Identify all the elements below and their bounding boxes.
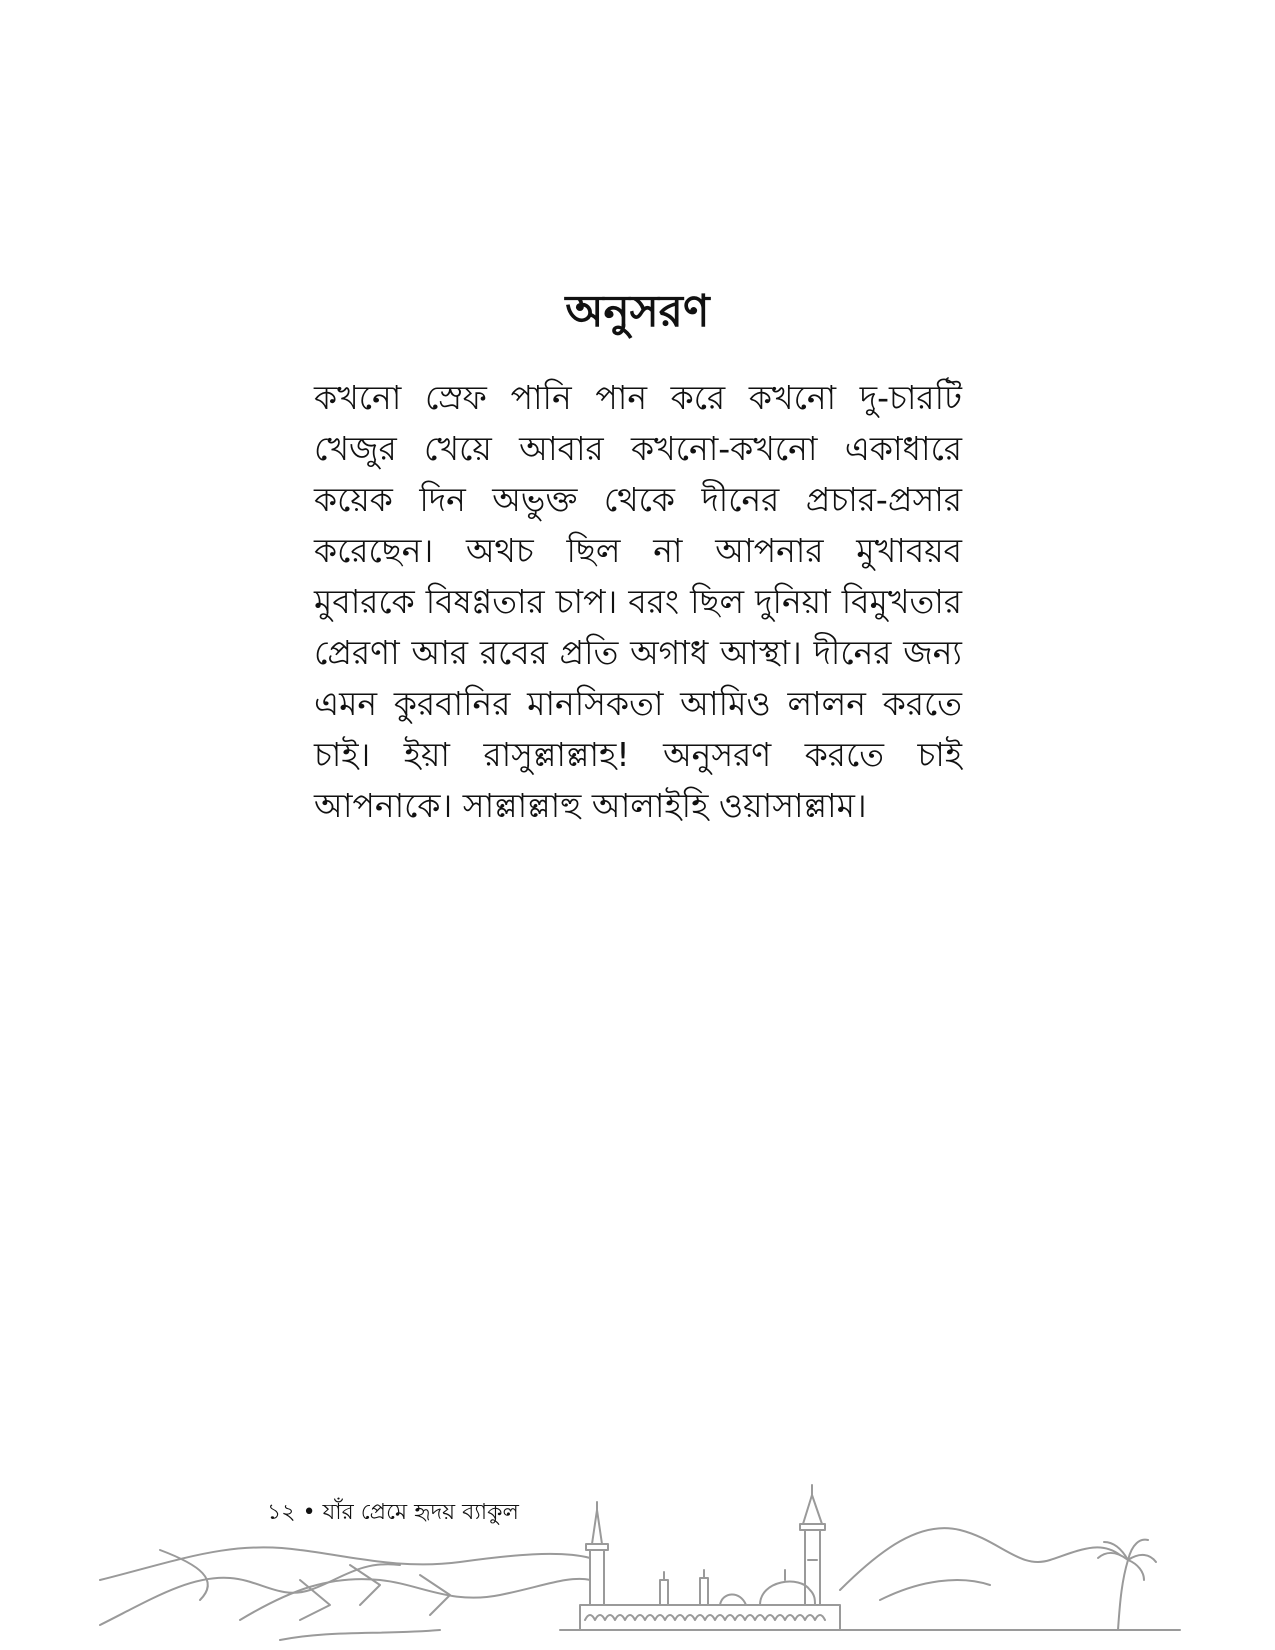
- mosque-skyline-illustration-icon: [0, 1480, 1275, 1650]
- page-title: অনুসরণ: [565, 286, 710, 337]
- separator-dot: •: [302, 1500, 316, 1525]
- book-title: যাঁর প্রেমে হৃদয় ব্যাকুল: [322, 1500, 519, 1525]
- page-number: ১২: [267, 1500, 296, 1525]
- body-paragraph: কখনো স্রেফ পানি পান করে কখনো দু-চারটি খেজুর খেয়ে আবার কখনো-কখনো একাধারে কয়েক দিন অভুক্ত থেকে দীনের প্রচার-প্রসার করেছেন। অথচ ছিল না আপনার মুখাবয়ব মুবারকে বিষণ্ণতার চাপ। বরং ছিল দুনিয়া বিমুখতার প্রেরণা আর রবের প্রতি অগাধ আস্থা। দীনের জন্য এমন কুরবানির মানসিকতা আমিও লালন করতে চাই। ইয়া রাসুল্লাল্লাহ! অনুসরণ করতে চাই আপনাকে। সাল্লাল্লাহু আলাইহি ওয়াসাল্লাম।: [314, 378, 962, 825]
